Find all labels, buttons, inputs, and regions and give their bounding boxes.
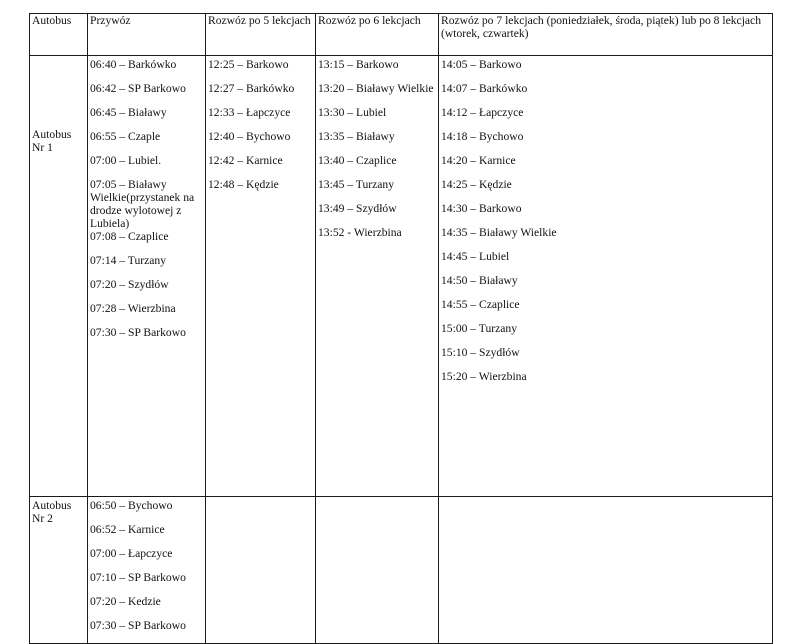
stop-entry: 14:30 – Barkowo (441, 201, 522, 215)
bus-2-label-line2: Nr 2 (32, 511, 53, 525)
bus-1-rozwoz-7-cell (439, 56, 773, 497)
stop-entry: 07:05 – Białawy Wielkie(przystanek na drodze wylotowej z Lubiela) (90, 177, 195, 230)
stop-entry: 12:42 – Karnice (208, 153, 283, 167)
stop-entry: 14:55 – Czaplice (441, 297, 520, 311)
bus-2-rozwoz-7-cell (439, 497, 773, 644)
stop-entry: 07:30 – SP Barkowo (90, 618, 186, 632)
stop-entry: 07:10 – SP Barkowo (90, 570, 186, 584)
stop-entry: 14:45 – Lubiel (441, 249, 510, 263)
header-rozwoz-5: Rozwóz po 5 lekcjach (206, 14, 316, 56)
stop-entry: 14:18 – Bychowo (441, 129, 524, 143)
stop-entry: 06:50 – Bychowo (90, 499, 173, 512)
bus-schedule-table (29, 13, 773, 644)
stop-entry: 13:40 – Czaplice (318, 153, 397, 167)
stop-entry: 15:20 – Wierzbina (441, 369, 527, 383)
stop-entry: 14:20 – Karnice (441, 153, 516, 167)
stop-entry: 14:25 – Kędzie (441, 177, 512, 191)
stop-entry: 15:00 – Turzany (441, 321, 518, 335)
stop-entry: 07:00 – Łapczyce (90, 546, 173, 560)
stop-entry: 07:28 – Wierzbina (90, 301, 176, 315)
stop-entry: 14:12 – Łapczyce (441, 105, 524, 119)
bus-2-row (30, 497, 773, 644)
header-rozwoz-6: Rozwóz po 6 lekcjach (316, 14, 439, 56)
header-przywoz: Przywóz (88, 14, 206, 56)
stop-entry: 13:45 – Turzany (318, 177, 395, 191)
stop-entry: 12:48 – Kędzie (208, 177, 279, 191)
header-rozwoz-7: Rozwóz po 7 lekcjach (poniedziałek, środa, piątek) lub po 8 lekcjach (wtorek, czwartek) (439, 14, 773, 56)
stop-entry: 12:33 – Łapczyce (208, 105, 291, 119)
stop-entry: 14:35 – Białawy Wielkie (441, 225, 557, 239)
stop-entry: 06:52 – Karnice (90, 522, 165, 536)
stop-entry: 06:45 – Białawy (90, 105, 167, 119)
bus-1-label-line1: Autobus (32, 128, 72, 141)
stop-entry: 06:40 – Barkówko (90, 58, 177, 71)
bus-2-label (30, 497, 88, 644)
stop-entry: 12:25 – Barkowo (208, 58, 289, 71)
stop-entry: 14:05 – Barkowo (441, 58, 522, 71)
header-autobus: Autobus (30, 14, 88, 56)
header-row (30, 14, 773, 56)
bus-1-rozwoz-6-cell (316, 56, 439, 497)
bus-2-rozwoz-6-cell (316, 497, 439, 644)
stop-entry: 13:20 – Białawy Wielkie (318, 81, 434, 95)
bus-1-row (30, 56, 773, 497)
stop-entry: 07:14 – Turzany (90, 253, 167, 267)
stop-entry: 15:10 – Szydłów (441, 345, 520, 359)
stop-entry: 13:15 – Barkowo (318, 58, 399, 71)
bus-2-label-line1: Autobus (32, 499, 72, 512)
stop-entry: 07:08 – Czaplice (90, 229, 169, 243)
stop-entry: 14:50 – Białawy (441, 273, 518, 287)
stop-entry: 14:07 – Barkówko (441, 81, 528, 95)
stop-entry: 07:20 – Kedzie (90, 594, 161, 608)
stop-entry: 13:30 – Lubiel (318, 105, 387, 119)
stop-entry: 07:20 – Szydłów (90, 277, 169, 291)
stop-entry: 06:42 – SP Barkowo (90, 81, 186, 95)
bus-2-rozwoz-5-cell (206, 497, 316, 644)
bus-1-rozwoz-5-cell (206, 56, 316, 497)
bus-1-label-line2: Nr 1 (32, 140, 53, 154)
stop-entry: 06:55 – Czaple (90, 129, 161, 143)
bus-1-label (30, 56, 88, 497)
stop-entry: 07:30 – SP Barkowo (90, 325, 186, 339)
stop-entry: 12:27 – Barkówko (208, 81, 295, 95)
stop-entry: 12:40 – Bychowo (208, 129, 291, 143)
stop-entry: 07:00 – Lubiel. (90, 153, 162, 167)
bus-1-przywoz-cell (88, 56, 206, 497)
bus-2-przywoz-cell (88, 497, 206, 644)
stop-entry: 13:49 – Szydłów (318, 201, 397, 215)
stop-entry: 13:52 - Wierzbina (318, 225, 402, 239)
stop-entry: 13:35 – Białawy (318, 129, 395, 143)
